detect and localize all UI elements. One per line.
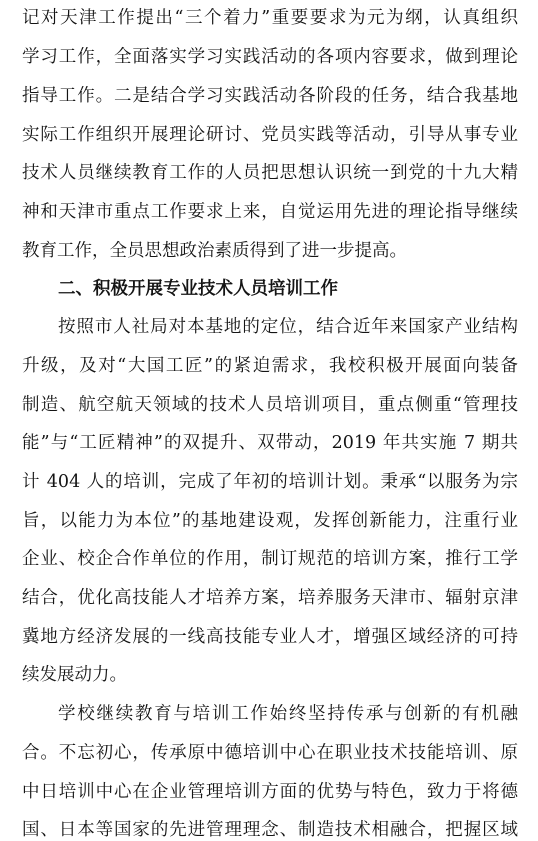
text-line: 实际工作组织开展理论研讨、党员实践等活动，引导从事专业 [22, 125, 518, 145]
text-line: 国、日本等国家的先进管理理念、制造技术相融合，把握区域 [22, 820, 518, 840]
section-heading: 二、积极开展专业技术人员培训工作 [58, 279, 338, 299]
text-line: 升级，及对“大国工匠”的紧迫需求，我校积极开展面向装备 [22, 356, 518, 376]
text-line: 企业、校企合作单位的作用，制订规范的培训方案，推行工学 [22, 549, 518, 569]
text-line: 中日培训中心在企业管理培训方面的优势与特色，致力于将德 [22, 782, 518, 802]
text-line: 结合，优化高技能人才培养方案，培养服务天津市、辐射京津 [22, 588, 518, 608]
text-line: 续发展动力。 [22, 665, 127, 685]
text-line: 神和天津市重点工作要求上来，自觉运用先进的理论指导继续 [22, 202, 518, 222]
text-line: 旨，以能力为本位”的基地建设观，发挥创新能力，注重行业 [22, 511, 518, 531]
text-line: 学校继续教育与培训工作始终坚持传承与创新的有机融 [58, 704, 518, 724]
text-line: 计 404 人的培训，完成了年初的培训计划。秉承“以服务为宗 [22, 472, 518, 492]
text-line: 冀地方经济发展的一线高技能专业人才，增强区域经济的可持 [22, 627, 518, 647]
text-line: 按照市人社局对本基地的定位，结合近年来国家产业结构 [58, 317, 518, 337]
text-line: 制造、航空航天领域的技术人员培训项目，重点侧重“管理技 [22, 395, 518, 415]
text-line: 技术人员继续教育工作的人员把思想认识统一到党的十九大精 [22, 163, 518, 183]
text-line: 指导工作。二是结合学习实践活动各阶段的任务，结合我基地 [22, 86, 518, 106]
text-line: 记对天津工作提出“三个着力”重要要求为元为纲，认真组织 [22, 8, 518, 28]
text-line: 教育工作，全员思想政治素质得到了进一步提高。 [22, 241, 407, 261]
text-line: 能”与“工匠精神”的双提升、双带动，2019 年共实施 7 期共 [22, 433, 518, 453]
text-line: 合。不忘初心，传承原中德培训中心在职业技术技能培训、原 [22, 743, 518, 763]
text-line: 学习工作，全面落实学习实践活动的各项内容要求，做到理论 [22, 47, 518, 67]
